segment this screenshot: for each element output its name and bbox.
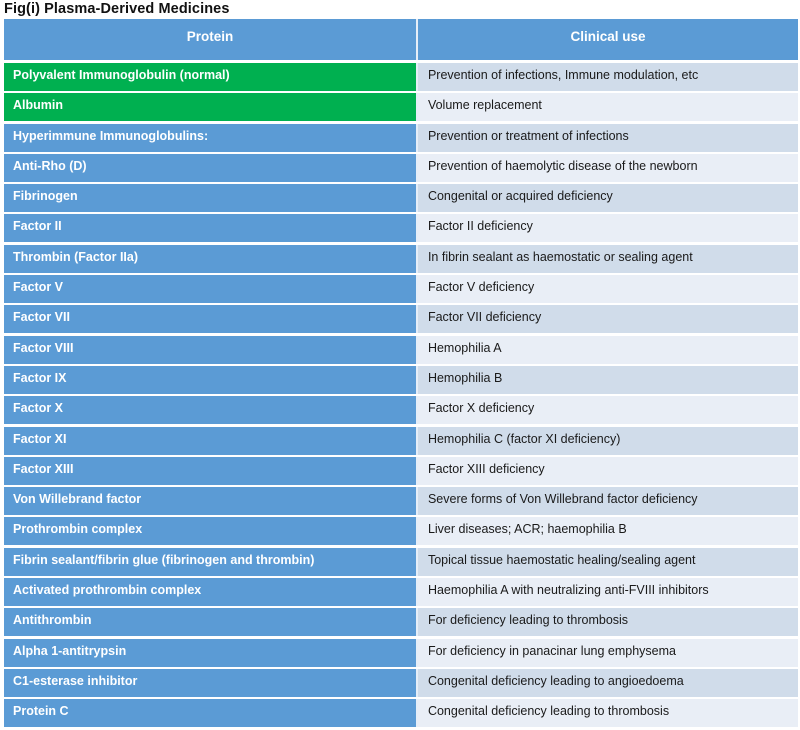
clinical-use-cell: Factor X deficiency bbox=[418, 396, 798, 424]
table-row bbox=[4, 457, 798, 485]
table-row bbox=[4, 487, 798, 515]
plasma-medicines-table bbox=[4, 19, 798, 730]
clinical-use-cell: Haemophilia A with neutralizing anti-FVIII inhibitors bbox=[418, 578, 798, 606]
clinical-use-cell: For deficiency in panacinar lung emphysema bbox=[418, 639, 798, 667]
table-row bbox=[4, 366, 798, 394]
clinical-use-cell: For deficiency leading to thrombosis bbox=[418, 608, 798, 636]
protein-cell: Activated prothrombin complex bbox=[4, 578, 416, 606]
clinical-use-cell: Factor VII deficiency bbox=[418, 305, 798, 333]
clinical-use-cell: Prevention of infections, Immune modulation, etc bbox=[418, 63, 798, 91]
protein-cell: Hyperimmune Immunoglobulins: bbox=[4, 124, 416, 152]
table-row bbox=[4, 305, 798, 333]
table-row bbox=[4, 124, 798, 152]
table-row bbox=[4, 669, 798, 697]
protein-cell: Factor XIII bbox=[4, 457, 416, 485]
clinical-use-cell: Hemophilia A bbox=[418, 336, 798, 364]
protein-cell: Factor XI bbox=[4, 427, 416, 455]
clinical-use-cell: Volume replacement bbox=[418, 93, 798, 121]
table-row bbox=[4, 699, 798, 727]
table-row bbox=[4, 245, 798, 273]
column-header-clinical-use: Clinical use bbox=[418, 19, 798, 60]
table-header-row bbox=[4, 19, 798, 60]
table-row bbox=[4, 427, 798, 455]
table-row bbox=[4, 93, 798, 121]
protein-cell: Fibrin sealant/fibrin glue (fibrinogen and thrombin) bbox=[4, 548, 416, 576]
protein-cell: Factor VII bbox=[4, 305, 416, 333]
table-row bbox=[4, 214, 798, 242]
clinical-use-cell: Prevention or treatment of infections bbox=[418, 124, 798, 152]
protein-cell: Factor VIII bbox=[4, 336, 416, 364]
protein-cell: Fibrinogen bbox=[4, 184, 416, 212]
protein-cell: Protein C bbox=[4, 699, 416, 727]
clinical-use-cell: Factor II deficiency bbox=[418, 214, 798, 242]
clinical-use-cell: Prevention of haemolytic disease of the newborn bbox=[418, 154, 798, 182]
clinical-use-cell: Congenital or acquired deficiency bbox=[418, 184, 798, 212]
table-row bbox=[4, 396, 798, 424]
protein-cell: Factor IX bbox=[4, 366, 416, 394]
protein-cell: Thrombin (Factor IIa) bbox=[4, 245, 416, 273]
clinical-use-cell: Severe forms of Von Willebrand factor deficiency bbox=[418, 487, 798, 515]
table-row bbox=[4, 154, 798, 182]
protein-cell: Factor II bbox=[4, 214, 416, 242]
column-header-protein: Protein bbox=[4, 19, 416, 60]
table-body bbox=[4, 63, 798, 727]
clinical-use-cell: Factor V deficiency bbox=[418, 275, 798, 303]
protein-cell: C1-esterase inhibitor bbox=[4, 669, 416, 697]
table-row bbox=[4, 608, 798, 636]
protein-cell: Alpha 1-antitrypsin bbox=[4, 639, 416, 667]
clinical-use-cell: Hemophilia C (factor XI deficiency) bbox=[418, 427, 798, 455]
table-row bbox=[4, 517, 798, 545]
clinical-use-cell: Factor XIII deficiency bbox=[418, 457, 798, 485]
clinical-use-cell: Topical tissue haemostatic healing/sealing agent bbox=[418, 548, 798, 576]
clinical-use-cell: In fibrin sealant as haemostatic or sealing agent bbox=[418, 245, 798, 273]
clinical-use-cell: Congenital deficiency leading to angioedoema bbox=[418, 669, 798, 697]
protein-cell: Factor V bbox=[4, 275, 416, 303]
clinical-use-cell: Congenital deficiency leading to thrombosis bbox=[418, 699, 798, 727]
table-row bbox=[4, 275, 798, 303]
table-row bbox=[4, 578, 798, 606]
protein-cell: Von Willebrand factor bbox=[4, 487, 416, 515]
table-row bbox=[4, 63, 798, 91]
table-row bbox=[4, 639, 798, 667]
table-row bbox=[4, 184, 798, 212]
protein-cell: Factor X bbox=[4, 396, 416, 424]
figure-title: Fig(i) Plasma-Derived Medicines bbox=[4, 1, 230, 17]
protein-cell: Polyvalent Immunoglobulin (normal) bbox=[4, 63, 416, 91]
protein-cell: Prothrombin complex bbox=[4, 517, 416, 545]
clinical-use-cell: Liver diseases; ACR; haemophilia B bbox=[418, 517, 798, 545]
protein-cell: Anti-Rho (D) bbox=[4, 154, 416, 182]
table-row bbox=[4, 336, 798, 364]
clinical-use-cell: Hemophilia B bbox=[418, 366, 798, 394]
protein-cell: Albumin bbox=[4, 93, 416, 121]
protein-cell: Antithrombin bbox=[4, 608, 416, 636]
table-row bbox=[4, 548, 798, 576]
